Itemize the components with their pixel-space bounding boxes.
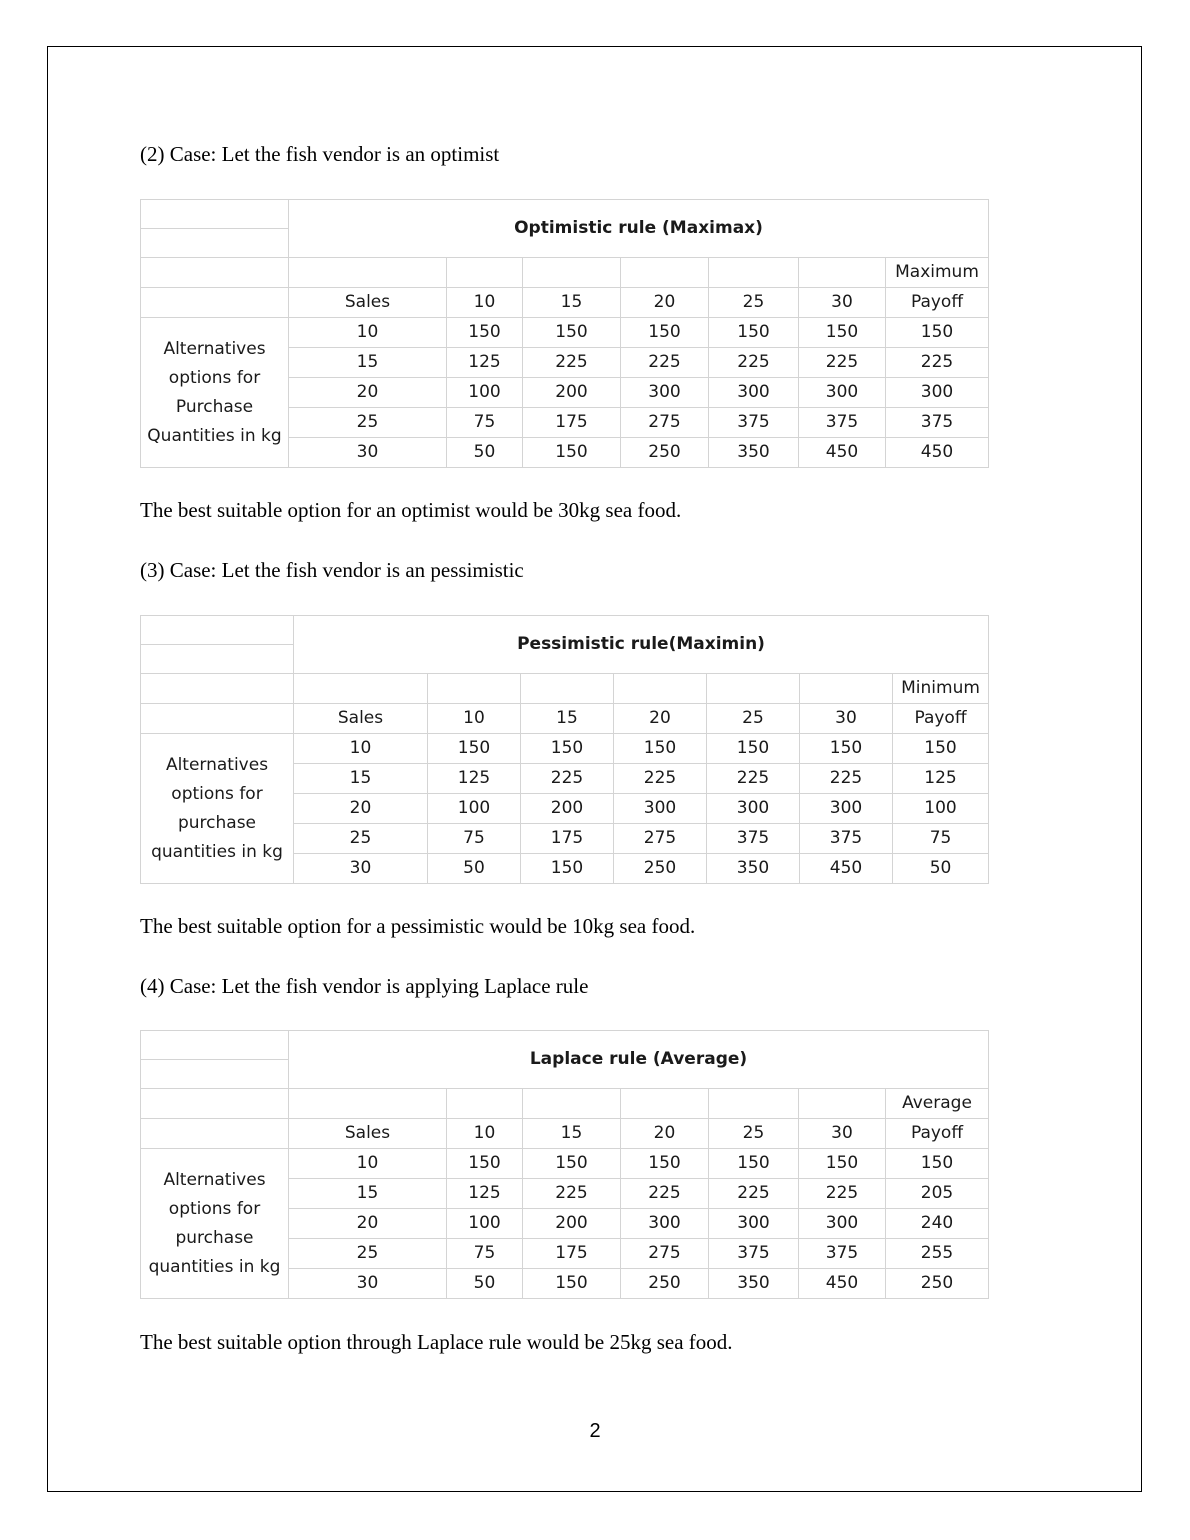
payoff-value: 100 bbox=[447, 1209, 523, 1239]
empty-cell bbox=[521, 674, 614, 704]
title-row-a bbox=[141, 1031, 989, 1060]
purchase-quantity: 20 bbox=[294, 794, 428, 824]
sales-label: Sales bbox=[289, 1119, 447, 1149]
sales-value: 15 bbox=[521, 704, 614, 734]
payoff-value: 150 bbox=[447, 318, 523, 348]
payoff-value: 175 bbox=[521, 824, 614, 854]
empty-cell bbox=[141, 645, 294, 674]
maximax-table bbox=[140, 199, 989, 468]
alternatives-label-line: Alternatives bbox=[163, 1169, 266, 1190]
payoff-value: 250 bbox=[614, 854, 707, 884]
empty-cell bbox=[709, 1089, 799, 1119]
purchase-quantity: 30 bbox=[289, 438, 447, 468]
sales-value: 25 bbox=[709, 1119, 799, 1149]
payoff-value: 150 bbox=[799, 1149, 886, 1179]
alternatives-label-line: options for bbox=[168, 367, 261, 388]
empty-cell bbox=[141, 200, 289, 229]
result-payoff: 75 bbox=[893, 824, 989, 854]
empty-cell bbox=[141, 1089, 289, 1119]
empty-cell bbox=[799, 1089, 886, 1119]
result-payoff: 50 bbox=[893, 854, 989, 884]
sales-value: 15 bbox=[523, 1119, 621, 1149]
sales-value: 20 bbox=[621, 288, 709, 318]
empty-cell bbox=[141, 258, 289, 288]
payoff-value: 375 bbox=[709, 408, 799, 438]
payoff-value: 250 bbox=[621, 1269, 709, 1299]
section2-heading: (2) Case: Let the fish vendor is an optimist bbox=[140, 142, 500, 166]
payoff-label-top: Minimum bbox=[893, 674, 989, 704]
title-row-a bbox=[141, 200, 989, 229]
purchase-quantity: 25 bbox=[294, 824, 428, 854]
alternatives-label-line: Alternatives bbox=[165, 754, 269, 775]
payoff-value: 150 bbox=[521, 734, 614, 764]
result-payoff: 255 bbox=[886, 1239, 989, 1269]
payoff-value: 300 bbox=[709, 1209, 799, 1239]
payoff-value: 300 bbox=[707, 794, 800, 824]
section3-conclusion: The best suitable option for a pessimistic would be 10kg sea food. bbox=[140, 914, 696, 938]
sales-value: 30 bbox=[799, 1119, 886, 1149]
purchase-quantity: 30 bbox=[289, 1269, 447, 1299]
alternatives-label bbox=[141, 734, 294, 884]
payoff-value: 150 bbox=[709, 318, 799, 348]
alternatives-label-line: options for bbox=[168, 1198, 261, 1219]
empty-cell bbox=[141, 1031, 289, 1060]
payoff-value: 150 bbox=[707, 734, 800, 764]
empty-cell bbox=[799, 258, 886, 288]
payoff-value: 350 bbox=[709, 438, 799, 468]
purchase-quantity: 30 bbox=[294, 854, 428, 884]
section4-heading: (4) Case: Let the fish vendor is applying Laplace rule bbox=[140, 974, 589, 998]
purchase-quantity: 15 bbox=[289, 1179, 447, 1209]
payoff-value: 150 bbox=[447, 1149, 523, 1179]
result-payoff: 225 bbox=[886, 348, 989, 378]
result-payoff: 205 bbox=[886, 1179, 989, 1209]
sales-header-row bbox=[141, 704, 989, 734]
payoff-value: 250 bbox=[621, 438, 709, 468]
maximin-table bbox=[140, 615, 989, 884]
purchase-quantity: 10 bbox=[289, 1149, 447, 1179]
payoff-value: 150 bbox=[621, 318, 709, 348]
result-payoff: 450 bbox=[886, 438, 989, 468]
payoff-value: 75 bbox=[447, 408, 523, 438]
purchase-quantity: 25 bbox=[289, 408, 447, 438]
payoff-value: 225 bbox=[707, 764, 800, 794]
payoff-value: 150 bbox=[523, 1149, 621, 1179]
result-payoff: 150 bbox=[886, 1149, 989, 1179]
alternatives-label-line: quantities in kg bbox=[151, 841, 283, 862]
empty-cell bbox=[800, 674, 893, 704]
payoff-label-bottom: Payoff bbox=[893, 704, 989, 734]
result-payoff: 125 bbox=[893, 764, 989, 794]
payoff-value: 150 bbox=[800, 734, 893, 764]
payoff-value: 150 bbox=[523, 1269, 621, 1299]
payoff-value: 375 bbox=[709, 1239, 799, 1269]
sales-value: 20 bbox=[621, 1119, 709, 1149]
empty-cell bbox=[614, 674, 707, 704]
payoff-value: 75 bbox=[428, 824, 521, 854]
alternatives-label-line: quantities in kg bbox=[148, 1256, 281, 1277]
payoff-value: 375 bbox=[800, 824, 893, 854]
payoff-value: 300 bbox=[800, 794, 893, 824]
payoff-value: 225 bbox=[709, 1179, 799, 1209]
payoff-value: 200 bbox=[523, 378, 621, 408]
payoff-value: 150 bbox=[709, 1149, 799, 1179]
payoff-value: 275 bbox=[621, 408, 709, 438]
empty-cell bbox=[141, 616, 294, 645]
payoff-value: 225 bbox=[800, 764, 893, 794]
empty-cell bbox=[141, 704, 294, 734]
table-title: Pessimistic rule(Maximin) bbox=[294, 616, 989, 674]
section4-conclusion: The best suitable option through Laplace rule would be 25kg sea food. bbox=[140, 1330, 733, 1354]
empty-cell bbox=[707, 674, 800, 704]
payoff-value: 300 bbox=[709, 378, 799, 408]
alternatives-label bbox=[141, 1149, 289, 1299]
sales-value: 20 bbox=[614, 704, 707, 734]
payoff-value: 225 bbox=[709, 348, 799, 378]
sales-label: Sales bbox=[289, 288, 447, 318]
payoff-value: 125 bbox=[447, 348, 523, 378]
result-payoff: 250 bbox=[886, 1269, 989, 1299]
payoff-value: 50 bbox=[447, 438, 523, 468]
payoff-value: 200 bbox=[521, 794, 614, 824]
payoff-value: 350 bbox=[709, 1269, 799, 1299]
payoff-value: 450 bbox=[799, 1269, 886, 1299]
title-row-a bbox=[141, 616, 989, 645]
payoff-value: 300 bbox=[799, 378, 886, 408]
alternatives-label-line: Quantities in kg bbox=[147, 425, 282, 446]
table-row bbox=[141, 318, 989, 348]
payoff-header-row bbox=[141, 1089, 989, 1119]
payoff-value: 150 bbox=[621, 1149, 709, 1179]
sales-value: 30 bbox=[799, 288, 886, 318]
payoff-value: 300 bbox=[621, 1209, 709, 1239]
payoff-value: 50 bbox=[428, 854, 521, 884]
payoff-value: 200 bbox=[523, 1209, 621, 1239]
payoff-value: 100 bbox=[428, 794, 521, 824]
payoff-value: 225 bbox=[799, 348, 886, 378]
sales-value: 10 bbox=[428, 704, 521, 734]
empty-cell bbox=[289, 1089, 447, 1119]
empty-cell bbox=[709, 258, 799, 288]
result-payoff: 375 bbox=[886, 408, 989, 438]
payoff-value: 375 bbox=[799, 408, 886, 438]
payoff-value: 125 bbox=[428, 764, 521, 794]
table-title: Optimistic rule (Maximax) bbox=[289, 200, 989, 258]
payoff-value: 275 bbox=[621, 1239, 709, 1269]
laplace-table bbox=[140, 1030, 989, 1299]
alternatives-label-line: purchase bbox=[175, 1227, 254, 1248]
payoff-value: 125 bbox=[447, 1179, 523, 1209]
payoff-value: 300 bbox=[621, 378, 709, 408]
payoff-value: 225 bbox=[621, 348, 709, 378]
page-number: 2 bbox=[589, 1420, 601, 1442]
purchase-quantity: 10 bbox=[294, 734, 428, 764]
sales-value: 30 bbox=[800, 704, 893, 734]
payoff-value: 225 bbox=[799, 1179, 886, 1209]
payoff-label-bottom: Payoff bbox=[886, 1119, 989, 1149]
payoff-value: 225 bbox=[521, 764, 614, 794]
purchase-quantity: 25 bbox=[289, 1239, 447, 1269]
payoff-value: 175 bbox=[523, 1239, 621, 1269]
purchase-quantity: 15 bbox=[294, 764, 428, 794]
payoff-value: 100 bbox=[447, 378, 523, 408]
result-payoff: 240 bbox=[886, 1209, 989, 1239]
empty-cell bbox=[141, 229, 289, 258]
empty-cell bbox=[141, 288, 289, 318]
payoff-value: 225 bbox=[523, 1179, 621, 1209]
purchase-quantity: 15 bbox=[289, 348, 447, 378]
section2-conclusion: The best suitable option for an optimist would be 30kg sea food. bbox=[140, 498, 682, 522]
payoff-label-top: Maximum bbox=[886, 258, 989, 288]
empty-cell bbox=[141, 674, 294, 704]
table-title: Laplace rule (Average) bbox=[289, 1031, 989, 1089]
payoff-value: 150 bbox=[614, 734, 707, 764]
sales-header-row bbox=[141, 288, 989, 318]
payoff-label-bottom: Payoff bbox=[886, 288, 989, 318]
payoff-header-row bbox=[141, 258, 989, 288]
empty-cell bbox=[141, 1060, 289, 1089]
payoff-value: 450 bbox=[800, 854, 893, 884]
sales-header-row bbox=[141, 1119, 989, 1149]
table-row bbox=[141, 1149, 989, 1179]
payoff-value: 150 bbox=[521, 854, 614, 884]
sales-value: 10 bbox=[447, 288, 523, 318]
payoff-value: 300 bbox=[799, 1209, 886, 1239]
sales-value: 10 bbox=[447, 1119, 523, 1149]
empty-cell bbox=[621, 1089, 709, 1119]
empty-cell bbox=[289, 258, 447, 288]
empty-cell bbox=[447, 258, 523, 288]
payoff-value: 175 bbox=[523, 408, 621, 438]
purchase-quantity: 10 bbox=[289, 318, 447, 348]
payoff-value: 350 bbox=[707, 854, 800, 884]
payoff-value: 150 bbox=[523, 318, 621, 348]
payoff-value: 150 bbox=[523, 438, 621, 468]
sales-value: 25 bbox=[709, 288, 799, 318]
payoff-value: 450 bbox=[799, 438, 886, 468]
payoff-value: 50 bbox=[447, 1269, 523, 1299]
payoff-value: 375 bbox=[799, 1239, 886, 1269]
payoff-value: 225 bbox=[523, 348, 621, 378]
payoff-value: 150 bbox=[428, 734, 521, 764]
result-payoff: 150 bbox=[893, 734, 989, 764]
sales-label: Sales bbox=[294, 704, 428, 734]
alternatives-label-line: Purchase bbox=[175, 396, 254, 417]
purchase-quantity: 20 bbox=[289, 1209, 447, 1239]
payoff-value: 300 bbox=[614, 794, 707, 824]
section3-heading: (3) Case: Let the fish vendor is an pessimistic bbox=[140, 558, 524, 582]
empty-cell bbox=[447, 1089, 523, 1119]
payoff-value: 225 bbox=[621, 1179, 709, 1209]
sales-value: 15 bbox=[523, 288, 621, 318]
payoff-value: 150 bbox=[799, 318, 886, 348]
alternatives-label-line: Alternatives bbox=[163, 338, 266, 359]
alternatives-label-line: purchase bbox=[177, 812, 257, 833]
result-payoff: 150 bbox=[886, 318, 989, 348]
purchase-quantity: 20 bbox=[289, 378, 447, 408]
payoff-value: 225 bbox=[614, 764, 707, 794]
empty-cell bbox=[523, 258, 621, 288]
alternatives-label-line: options for bbox=[171, 783, 263, 804]
payoff-value: 75 bbox=[447, 1239, 523, 1269]
payoff-value: 275 bbox=[614, 824, 707, 854]
empty-cell bbox=[428, 674, 521, 704]
sales-value: 25 bbox=[707, 704, 800, 734]
payoff-header-row bbox=[141, 674, 989, 704]
result-payoff: 300 bbox=[886, 378, 989, 408]
table-row bbox=[141, 734, 989, 764]
empty-cell bbox=[294, 674, 428, 704]
payoff-value: 375 bbox=[707, 824, 800, 854]
alternatives-label bbox=[141, 318, 289, 468]
result-payoff: 100 bbox=[893, 794, 989, 824]
empty-cell bbox=[141, 1119, 289, 1149]
empty-cell bbox=[621, 258, 709, 288]
payoff-label-top: Average bbox=[886, 1089, 989, 1119]
empty-cell bbox=[523, 1089, 621, 1119]
